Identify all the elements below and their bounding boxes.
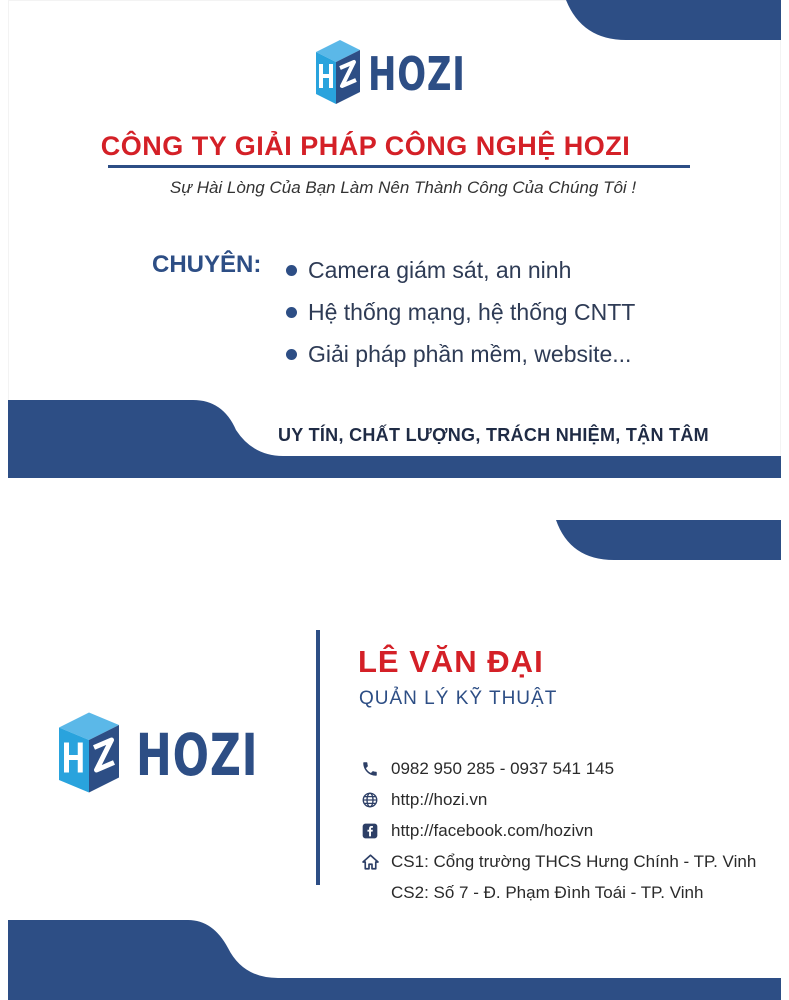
slogan: Sự Hài Lòng Của Bạn Làm Nên Thành Công Của Chúng Tôi ! (169, 178, 637, 197)
business-card-front (8, 0, 781, 478)
decorative-top-band (556, 520, 781, 562)
service-item (286, 333, 635, 375)
hozi-cube-logo-icon (50, 710, 128, 800)
bullet-icon (286, 265, 297, 276)
specialty-label: CHUYÊN: (152, 251, 262, 278)
contact-address-2 (360, 877, 756, 908)
decorative-bottom-band (8, 920, 781, 1000)
service-item (286, 249, 635, 291)
contact-address-1 (360, 846, 756, 877)
vertical-divider (316, 630, 320, 885)
core-values: UY TÍN, CHẤT LƯỢNG, TRÁCH NHIỆM, TẬN TÂM (278, 425, 709, 445)
globe-icon (360, 790, 380, 810)
bullet-icon (286, 307, 297, 318)
service-label: Hệ thống mạng, hệ thống CNTT (308, 298, 636, 325)
company-logo (306, 38, 487, 110)
title-divider (108, 165, 690, 168)
company-logo (50, 710, 285, 800)
decorative-top-band (566, 0, 781, 42)
contact-facebook (360, 815, 756, 846)
service-label: Giải pháp phần mềm, website... (308, 340, 632, 367)
service-item (286, 291, 635, 333)
address-2-text: CS2: Số 7 - Đ. Phạm Đình Toái - TP. Vinh (391, 882, 704, 902)
address-1-text: CS1: Cổng trường THCS Hưng Chính - TP. Vinh (391, 851, 757, 871)
facebook-icon (360, 821, 380, 841)
contact-phone (360, 753, 756, 784)
contact-list (360, 753, 756, 908)
services-list (286, 249, 635, 375)
business-card-back (8, 520, 781, 1000)
phone-text: 0982 950 285 - 0937 541 145 (391, 758, 615, 778)
bullet-icon (286, 349, 297, 360)
hozi-cube-logo-icon (306, 38, 362, 110)
logo-wordmark: HOZI (136, 721, 259, 789)
contact-website (360, 784, 756, 815)
phone-icon (360, 759, 380, 779)
person-title: QUẢN LÝ KỸ THUẬT (359, 688, 558, 709)
facebook-link[interactable]: http://facebook.com/hozivn (391, 820, 594, 840)
company-name: CÔNG TY GIẢI PHÁP CÔNG NGHỆ HOZI (100, 131, 631, 161)
website-link[interactable]: http://hozi.vn (391, 789, 488, 809)
person-name: LÊ VĂN ĐẠI (358, 644, 544, 679)
home-icon (360, 852, 380, 872)
logo-wordmark: HOZI (368, 47, 466, 101)
service-label: Camera giám sát, an ninh (308, 256, 572, 283)
